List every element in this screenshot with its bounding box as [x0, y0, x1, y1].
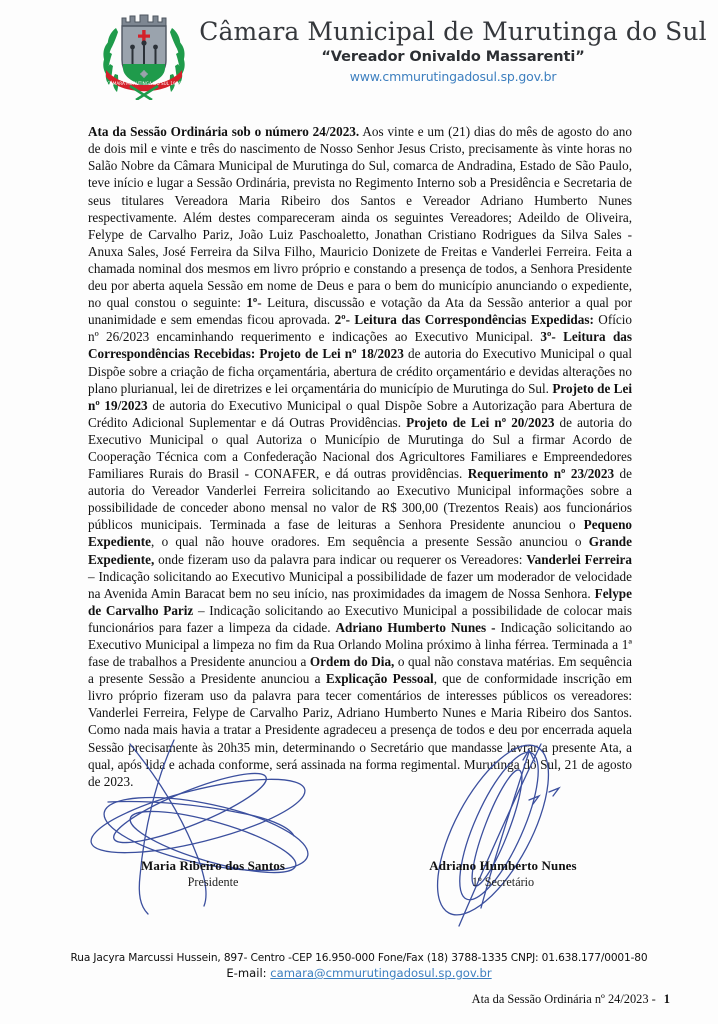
text-run: – Indicação solicitando ao Executivo Municipal a possibilidade de fazer um moderador de velocidade na Avenida Amin Baracat bem no seu início, nas proximidades da imagem de Nossa Senhora. [88, 568, 632, 601]
signature-area [88, 800, 632, 940]
document-header [0, 0, 718, 96]
text-run-bold: Explicação Pessoal [325, 671, 434, 687]
text-run: de autoria do Executivo Municipal o qual Dispõe sobre a criação de ficha orçamentária, abertura de crédito orçamentário e devidas alterações no plano plurianual, lei de diretrizes e lei orçamentária do município de Murutinga do Sul. [88, 346, 632, 396]
minutes-body-text [88, 110, 632, 803]
document-footer [0, 952, 718, 1006]
signature-block-secretary [378, 858, 628, 890]
signature-block-president [88, 858, 338, 890]
text-run-bold: Projeto de Lei nº 19/2023 [88, 380, 632, 413]
footer-reference-text: Ata da Sessão Ordinária nº 24/2023 - [471, 992, 656, 1006]
text-run: Ofício nº 26/2023 encaminhando requerimento e indicações ao Executivo Municipal. [88, 312, 632, 345]
footer-address: Rua Jacyra Marcussi Hussein, 897- Centro -CEP 16.950-000 Fone/Fax (18) 3788-1335 CNPJ: 01.638.177/0001-80 [70, 952, 648, 964]
text-run: , que de conformidade inscrição em livro próprio fizeram uso da palavra para tecer comentários de interesses públicos os vereadores: Vanderlei Ferreira, Felype de Carvalho Pariz, Adriano Humberto Nunes e Maria Ribeiro dos Santos. Como nada mais havia a tratar a Presidente agradeceu a presença de todos e deu por encerrada aquela Sessão precisamente às 20h35 min, determinando o Secretário que mandasse lavrar a presente Ata, a qual, após lida e achada conforme, será assinada na forma regimental. Murutinga do Sul, 21 de agosto de 2023. [88, 671, 632, 789]
footer-document-reference [472, 992, 670, 1007]
text-run: onde fizeram uso da palavra para indicar ou requerer os Vereadores: [154, 551, 527, 567]
text-run: , o qual não houve oradores. Em sequência a presente Sessão anunciou o [151, 534, 589, 550]
text-run: de autoria do Vereador Vanderlei Ferreira solicitando ao Executivo Municipal informações sobre a possibilidade de conceder abono mensal no valor de R$ 300,00 (Trezentos Reais) aos funcionários públicos municipais. Terminada a fase de leituras a Senhora Presidente anunciou o [88, 466, 632, 533]
text-run: Indicação solicitando ao Executivo Municipal a limpeza no fim da Rua Orlando Molina próximo à linha férrea. Terminada a 1ª fase de trabalhos a Presidente anunciou a [88, 619, 632, 670]
footer-page-number: 1 [663, 992, 670, 1006]
text-run: – Indicação solicitando ao Executivo Municipal a possibilidade de colocar mais funcionários para fazer a limpeza da cidade. [88, 602, 632, 635]
text-run: Aos vinte e um (21) dias do mês de agosto do ano de dois mil e vinte e três do nascimento de Nosso Senhor Jesus Cristo, precisamente às vinte horas no Salão Nobre da Câmara Municipal de Murutinga do Sul, comarca de Andradina, Estado de São Paulo, teve início e lugar a Sessão Ordinária, prevista no Regimento Interno sob a Presidência e Secretaria de seus titulares Vereadora Maria Ribeiro dos Santos e Vereador Adriano Humberto Nunes respectivamente. Além destes compareceram ainda os seguintes Vereadores; Adeildo de Oliveira, Felype de Carvalho Pariz, João Luiz Paschoaletto, Jonathan Cristiano Rodrigues da Silva Sales - Anuxa Sales, José Ferreira da Silva Filho, Mauricio Donizete de Freitas e Vanderlei Ferreira. Feita a chamada nominal dos mesmos em livro próprio e constando a presença de todos, a Senhora Presidente deu por aberta aquela Sessão em nome de Deus e para o bem do município anunciando o expediente, no qual constou o seguinte: [88, 124, 632, 311]
text-run-bold: Adriano Humberto Nunes - [335, 619, 496, 635]
footer-email-line [0, 966, 718, 980]
footer-email-link[interactable]: camara@cmmurutingadosul.sp.gov.br [270, 966, 492, 980]
coat-of-arms-icon [96, 8, 192, 100]
header-title-block [198, 18, 708, 84]
svg-text:CÂMARA MURUTINGA DO SUL 1956: CÂMARA MURUTINGA DO SUL 1956 [106, 81, 182, 86]
text-run-bold: Requerimento nº 23/2023 [467, 466, 615, 482]
organization-title: Câmara Municipal de Murutinga do Sul [199, 17, 707, 46]
text-run-bold: Felype de Carvalho Pariz [88, 585, 632, 618]
text-run-bold: 1º [246, 295, 258, 311]
organization-website-link[interactable]: www.cmmurutingadosul.sp.gov.br [349, 69, 557, 84]
text-run-bold: Grande Expediente, [88, 534, 632, 567]
text-run-bold: Projeto de Lei nº 20/2023 [406, 414, 555, 430]
signatory-name: Maria Ribeiro dos Santos [140, 858, 286, 873]
signatory-role: Presidente [187, 875, 239, 889]
minutes-paragraph [88, 123, 632, 790]
organization-subtitle: “Vereador Onivaldo Massarenti” [321, 49, 585, 65]
text-run: - Leitura, discussão e votação da Ata da Sessão anterior a qual por unanimidade e sem emendas ficou aprovada. [88, 295, 632, 328]
text-run: o qual não constava matérias. Em sequência a presente Sessão a Presidente anunciou a [88, 654, 633, 687]
text-run-bold: Ata da Sessão Ordinária sob o número 24/2023. [88, 124, 360, 140]
text-run-bold: Vanderlei Ferreira [526, 551, 632, 567]
text-run-bold: Pequeno Expediente [88, 517, 632, 550]
text-run: de autoria do Executivo Municipal o qual Autoriza o Município de Murutinga do Sul a firmar Acordo de Cooperação Técnica com a Confederação Nacional dos Agricultores Familiares e Empreendedores Familiares Rurais do Brasil - CONAFER, e dá outras providências. [88, 414, 632, 482]
signatory-role: 1º Secretário [471, 875, 535, 889]
text-run-bold: Ordem do Dia, [309, 654, 395, 670]
text-run-bold: 3º- Leitura das Correspondências Recebidas: Projeto de Lei nº 18/2023 [88, 329, 633, 362]
text-run-bold: 2º- Leitura das Correspondências Expedidas: [334, 312, 594, 328]
text-run: de autoria do Executivo Municipal o qual Dispõe Sobre a Autorização para Abertura de Crédito Adicional Suplementar e dá Outras Providências. [88, 397, 632, 430]
signatory-name: Adriano Humberto Nunes [429, 858, 577, 873]
footer-email-label: E-mail: [226, 966, 271, 980]
